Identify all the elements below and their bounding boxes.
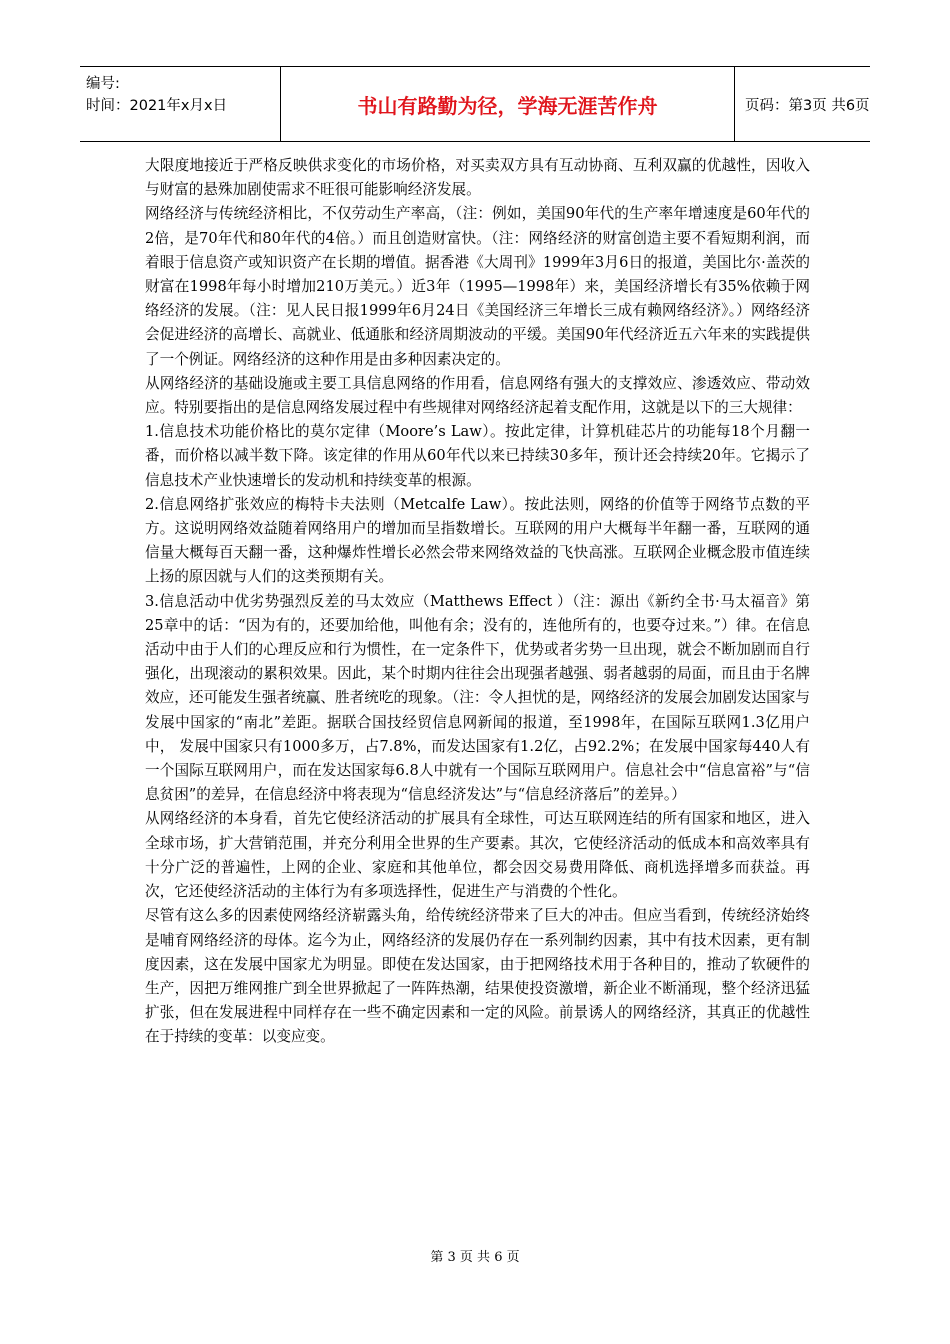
date-label: 时间：2021年x月x日 [86, 98, 228, 114]
page-footer [0, 1246, 950, 1265]
code-label: 编号: [86, 76, 120, 92]
paragraph-law-2: 2.信息网络扩张效应的梅特卡夫法则（Metcalfe Law）。按此法则，网络的价值等于网络节点数的平方。这说明网络效益随着网络用户的增加而呈指数增长。互联网的用户大概每半年翻一番，互联网的通 信量大概每百天翻一番，这种爆炸性增长必然会带来网络效益的飞快高涨。互联网企业概念股市值连续上扬的原因就与人们的这类预期有关。 [145, 495, 810, 586]
header-motto: 书山有路勤为径，学海无涯苦作舟 [280, 67, 735, 141]
paragraph-3: 从网络经济的基础设施或主要工具信息网络的作用看，信息网络有强大的支撑效应、渗透效应、带动效应。特别要指出的是信息网络发展过程中有些规律对网络经济起着支配作用，这就是以下的三大规律： [145, 374, 810, 417]
paragraph-1: 大限度地接近于严格反映供求变化的市场价格，对买卖双方具有互动协商、互利双赢的优越性，因收入与财富的悬殊加剧使需求不旺很可能影响经济发展。 [145, 157, 810, 199]
paragraph-law-1: 1.信息技术功能价格比的莫尔定律（Moore’s Law）。按此定律，计算机硅芯片的功能每18个月翻一番，而价格以减半数下降。该定律的作用从60年代以来已持续30多年，预计还会持续20年。它揭示了信息技术产业快速增长的发动机和持续变革的根源。 [145, 423, 810, 489]
paragraph-2: 网络经济与传统经济相比，不仅劳动生产率高，（注：例如，美国90年代的生产率年增速度是60年代的2倍，是70年代和80年代的4倍。）而且创造财富快。（注：网络经济的财富创造主要不看短期利润，而着眼于信息资产或知识资产在长期的增值。据香港《大周刊》1999年3月6日的报道，美国比尔·盖茨的财富在1998年每小时增加210万美元。）近3年（1995—1998年）来，美国经济增长有35%依赖于网络经济的发展。（注：见人民日报1999年6月24日《美国经济三年增长三成有赖网络经济》。）网络经济会促进经济的高增长、高就业、低通胀和经济周期波动的平缓。美国90年代经济近五六年来的实践提供了一个例证。网络经济的这种作用是由多种因素决定的。 [145, 205, 810, 368]
footer-page-number: 第 3 页 共 6 页 [430, 1250, 520, 1265]
paragraph-8: 尽管有这么多的因素使网络经济崭露头角，给传统经济带来了巨大的冲击。但应当看到，传统经济始终是哺育网络经济的母体。迄今为止，网络经济的发展仍存在一系列制约因素，其中有技术因素，更有制度因素，这在发展中国家尤为明显。即使在发达国家，由于把网络技术用于各种目的，推动了软硬件的生产，因把万维网推广到全世界掀起了一阵阵热潮，结果使投资激增，新企业不断涌现，整个经济迅猛扩张，但在发展进程中同样存在一些不确定因素和一定的风险。前景诱人的网络经济，其真正的优越性在于持续的变革：以变应变。 [145, 907, 810, 1046]
paragraph-7: 从网络经济的本身看，首先它使经济活动的扩展具有全球性，可达互联网连结的所有国家和地区，进入全球市场，扩大营销范围，并充分利用全世界的生产要素。其次，它使经济活动的低成本和高效率具有十分广泛的普遍性，上网的企业、家庭和其他单位，都会因交易费用降低、商机选择增多而获益。再次，它还使经济活动的主体行为有多项选择性，促进生产与消费的个性化。 [145, 810, 810, 901]
paragraph-law-3: 3.信息活动中优劣势强烈反差的马太效应（Matthews Effect ）（注：源出《新约全书·马太福音》第25章中的话：“因为有的，还要加给他，叫他有余；没有的，连他所有的，也要夺过来。”）律。在信息活动中由于人们的心理反应和行为惯性，在一定条件下，优势或者劣势一旦出现，就会不断加剧而自行强化，出现滚动的累积效果。因此，某个时期内往往会出现强者越强、弱者越弱的局面，而且由于名牌效应，还可能发生强者统赢、胜者统吃的现象。（注：令人担忧的是，网络经济的发展会加剧发达国家与发展中国家的“南北”差距。据联合国技经贸信息网新闻的报道，至1998年，在国际互联网1.3亿用户中， 发展中国家只有1000多万，占7.8%，而发达国家有1.2亿，占92.2%；在发展中国家每440人有一个国际互联网用户，而在发达国家每6.8人中就有一个国际互联网用户。信息社会中“信息富裕”与“信息贫困”的差异，在信息经济中将表现为“信息经济发达”与“信息经济落后”的差异。） [145, 592, 810, 804]
document-body [145, 154, 810, 1050]
header-page-info: 页码：第3页 共6页 [745, 97, 870, 114]
header-meta [80, 67, 280, 141]
page-header [80, 66, 870, 142]
